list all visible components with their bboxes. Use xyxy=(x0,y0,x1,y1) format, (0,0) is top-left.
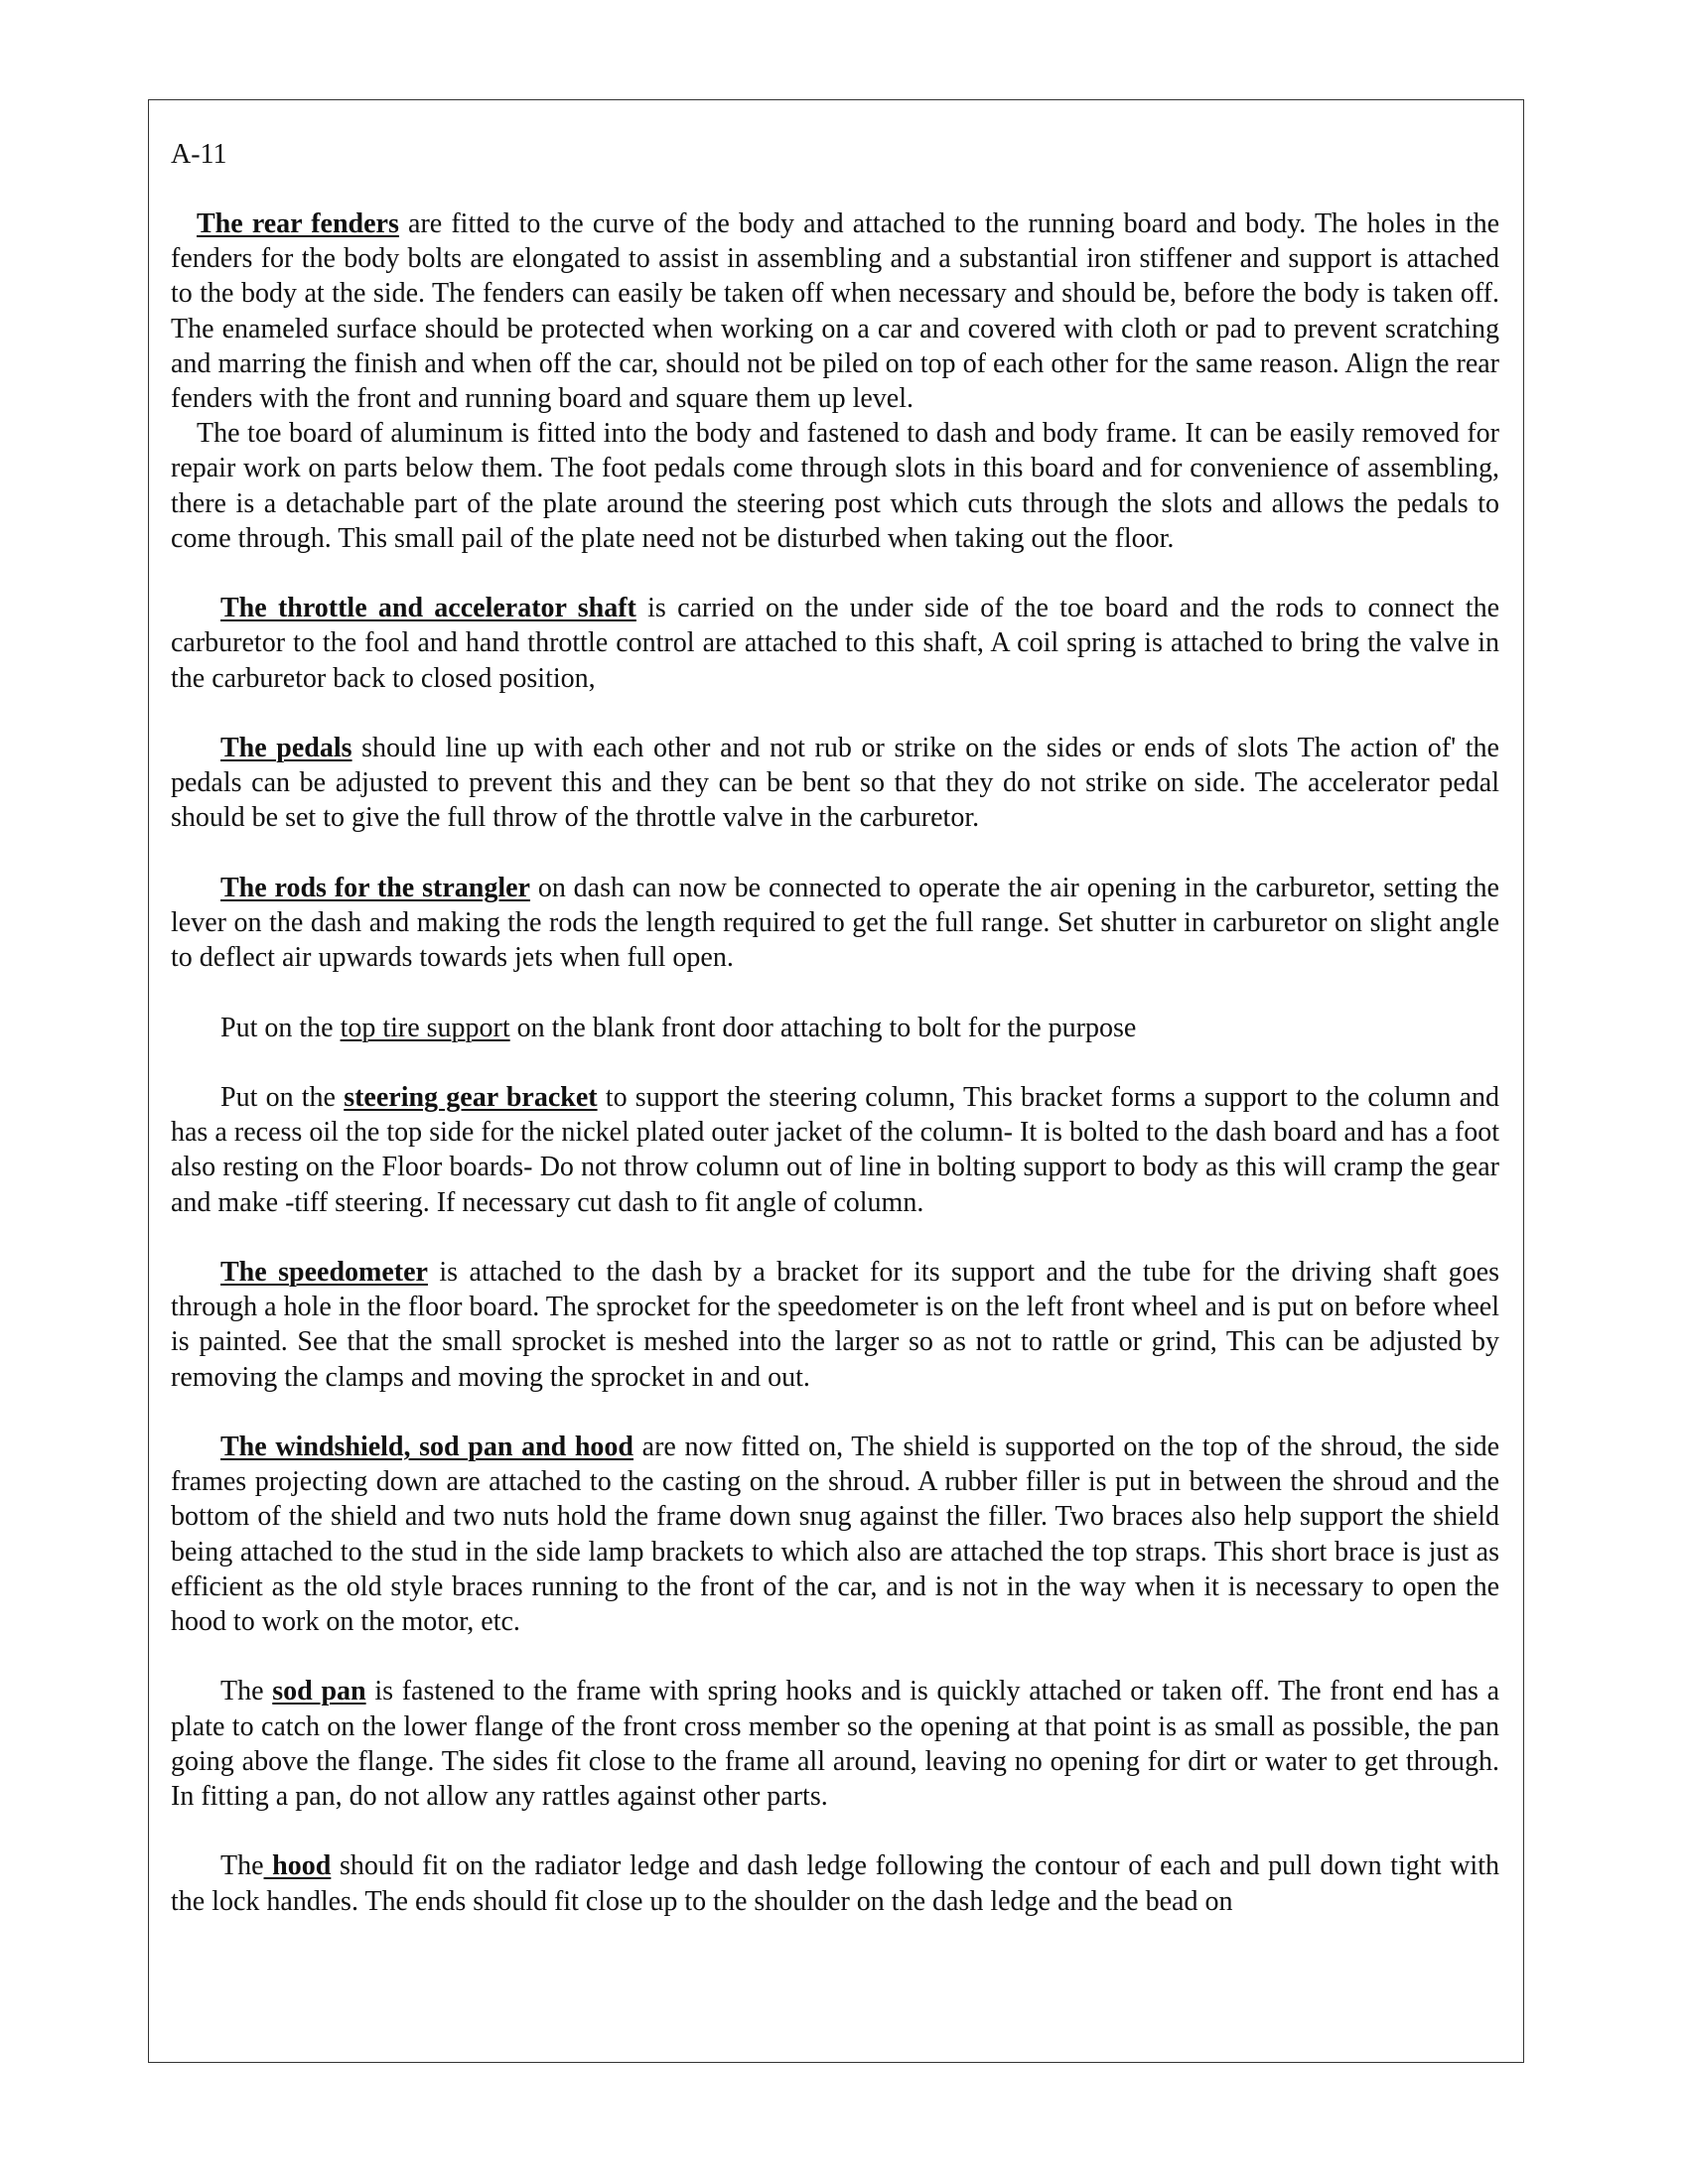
text: should line up with each other and not rub or strike on the sides or ends of slots The action of' the pedals can be adjusted to prevent this and they can be bent so that they do not strike on side. The accelerator pedal should be set to give the full throw of the throttle valve in the carburetor. xyxy=(171,733,1499,834)
text: are now fitted on, The shield is supported on the top of the shroud, the side frames projecting down are attached to the casting on the shroud. A rubber filler is put in between the shroud and the bottom of the shield and two nuts hold the frame down snug against the filler. Two braces also help support the shield being attached to the stud in the side lamp brackets to which also are attached the top straps. This short brace is just as efficient as the old style braces running to the front of the car, and is not in the way when it is necessary to open the hood to work on the motor, etc. xyxy=(171,1432,1499,1638)
text: The toe board of aluminum is fitted into the body and fastened to dash and body frame. It can be easily removed for repair work on parts below them. The foot pedals come through slots in this board and for convenience of assembling, there is a detachable part of the plate around the steering post which cuts through the slots and allows the pedals to come through. This small pail of the plate need not be disturbed when taking out the floor. xyxy=(171,418,1499,554)
text: is attached to the dash by a bracket for its support and the tube for the driving shaft goes through a hole in the floor board. The sprocket for the speedometer is on the left front wheel and is put on before wheel is painted. See that the small sprocket is meshed into the larger so as not to rattle or grind, This can be adjusted by removing the clamps and moving the sprocket in and out. xyxy=(171,1257,1499,1393)
text: The xyxy=(220,1676,273,1707)
paragraph-sod-pan xyxy=(171,1674,1499,1814)
text: on the blank front door attaching to bolt for the purpose xyxy=(509,1012,1137,1043)
page-number: A-11 xyxy=(171,139,227,170)
text: should fit on the radiator ledge and dash ledge following the contour of each and pull down tight with the lock handles. The ends should fit close up to the shoulder on the dash ledge and the bead on xyxy=(171,1850,1499,1917)
heading-underlined: The speedometer xyxy=(220,1257,428,1288)
paragraph-rear-fenders xyxy=(171,206,1499,416)
heading-underlined: The throttle and accelerator shaft xyxy=(220,593,636,624)
text: Put on the xyxy=(220,1082,345,1113)
paragraph-strangler-rods xyxy=(171,871,1499,976)
paragraph-toe-board xyxy=(171,416,1499,556)
document-body xyxy=(171,206,1499,1919)
paragraph-throttle-shaft xyxy=(171,591,1499,696)
paragraph-steering-bracket xyxy=(171,1080,1499,1220)
heading-underlined: hood xyxy=(263,1850,332,1882)
paragraph-hood xyxy=(171,1848,1499,1918)
heading-underlined: sod pan xyxy=(272,1676,366,1707)
heading-underlined: The rods for the strangler xyxy=(220,872,530,903)
paragraph-tire-support xyxy=(171,1011,1499,1045)
heading-underlined: top tire support xyxy=(340,1012,510,1043)
paragraph-speedometer xyxy=(171,1255,1499,1395)
text: is carried on the under side of the toe board and the rods to connect the carburetor to the fool and hand throttle control are attached to this shaft, A coil spring is attached to bring the valve in the carburetor back to closed position, xyxy=(171,593,1500,694)
heading-underlined: The windshield, sod pan and hood xyxy=(220,1432,634,1462)
paragraph-windshield xyxy=(171,1430,1499,1639)
heading-underlined: steering gear bracket xyxy=(344,1082,598,1113)
paragraph-pedals xyxy=(171,731,1499,836)
text: to support the steering column, This bracket forms a support to the column and has a recess oil the top side for the nickel plated outer jacket of the column- It is bolted to the dash board and has a foot also resting on the Floor boards- Do not throw column out of line in bolting support to body as this will cramp the gear and make -tiff steering. If necessary cut dash to fit angle of column. xyxy=(171,1082,1499,1218)
text: The xyxy=(220,1850,264,1882)
text: on dash can now be connected to operate the air opening in the carburetor, setting the lever on the dash and making the rods the length required to get the full range. Set shutter in carburetor on slight angle to deflect air upwards towards jets when full open. xyxy=(171,872,1499,974)
heading-underlined: The pedals xyxy=(220,733,352,764)
text: Put on the xyxy=(220,1012,341,1043)
text: are fitted to the curve of the body and attached to the running board and body. The holes in the fenders for the body bolts are elongated to assist in assembling and a substantial iron stiffener and support is attached to the body at the side. The fenders can easily be taken off when necessary and should be, before the body is taken off. The enameled surface should be protected when working on a car and covered with cloth or pad to prevent scratching and marring the finish and when off the car, should not be piled on top of each other for the same reason. Align the rear fenders with the front and running board and square them up level. xyxy=(171,208,1499,415)
heading-underlined: The rear fenders xyxy=(197,208,399,239)
text: is fastened to the frame with spring hooks and is quickly attached or taken off. The front end has a plate to catch on the lower flange of the front cross member so the opening at that point is as small as possible, the pan going above the flange. The sides fit close to the frame all around, leaving no opening for dirt or water to get through. In fitting a pan, do not allow any rattles against other parts. xyxy=(171,1676,1500,1813)
